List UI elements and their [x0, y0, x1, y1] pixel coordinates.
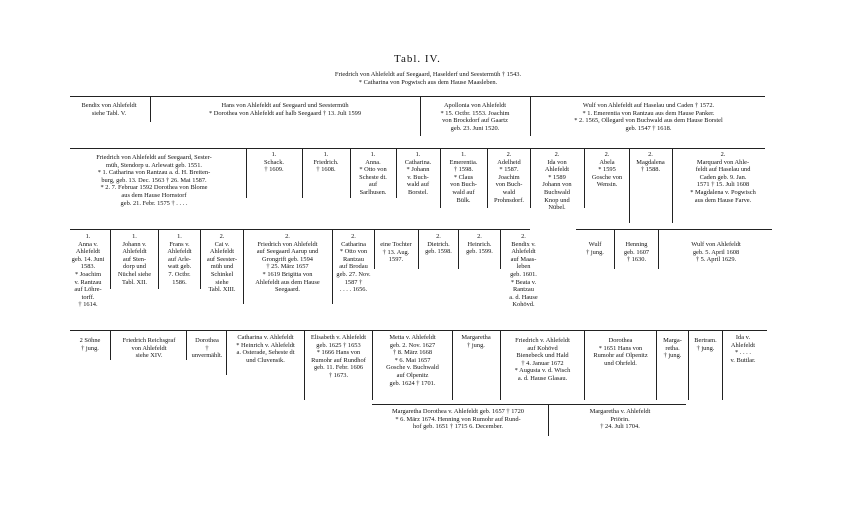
gen3-bendix: 2. Bendix v. Ahlefeldt auf Maas- leben geb. 1601. * Beata v. Rantzau a. d. Hause Kohövd.	[509, 233, 538, 309]
gen4-bertram: Bertram. † jung.	[694, 337, 717, 352]
gen4-margaretha: Margaretha † jung.	[461, 334, 491, 349]
gen4-reichsgraf: Friedrich Reichsgraf von Ahlefeldt siehe XIV.	[122, 337, 176, 360]
gen1-line	[70, 96, 765, 97]
gen4-line-left	[70, 330, 500, 331]
gen1-divider	[150, 96, 151, 122]
gen2-divider	[396, 148, 397, 198]
gen2-abela: 2. Abela * 1595 Gosche von Wensin.	[591, 151, 623, 189]
gen3-divider	[158, 229, 159, 289]
gen4-ida: Ida v. Ahlefeldt * . . . . v. Buttlar.	[730, 334, 756, 364]
gen4-dorothea: Dorothea † unvermählt.	[191, 337, 223, 360]
root-person: Friedrich von Ahlefeldt auf Seegaard, Haselderf und Seestermüh † 1543.	[334, 71, 522, 78]
gen2-emerentia: 1. Emerentia. † 1598. * Claus von Buch- wald auf Bülk.	[449, 151, 478, 204]
gen3-divider	[658, 229, 659, 269]
gen2-divider	[350, 148, 351, 198]
gen2-anna: 1. Anna. * Otto von Scheste dt. auf Sarlhusen.	[359, 151, 387, 196]
gen1-wulf: Wulf von Ahlefeldt auf Haselau und Caden † 1572. * 1. Emerentia von Rantzau aus dem Hause Panker. * 2. 1565, Ollegard von Buchwald aus dem Hause Borstel geb. 1547 † 1618.	[574, 102, 723, 132]
gen4-soehne: 2 Söhne † jung.	[79, 337, 101, 352]
gen5-line	[372, 404, 686, 405]
gen2-ida: 2. Ida von Ahlefeldt * 1589 Johann von Buchwald Knop und Nübel.	[542, 151, 572, 212]
gen3-wulf-b: Wulf von Ahlefeldt geb. 5. April 1608 † 5. April 1629.	[691, 241, 741, 264]
gen2-line	[70, 148, 765, 149]
gen3-henning: Henning geb. 1607 † 1630.	[623, 241, 650, 264]
gen1-divider	[530, 96, 531, 136]
gen4-catharina: Catharina v. Ahlefeldt * Heinrich v. Ahlefeldt a. Osterade, Seheste dt und Cluvensik.	[236, 334, 295, 364]
gen3-line-right	[576, 229, 772, 230]
gen5-divider	[548, 404, 549, 436]
gen2-divider	[530, 148, 531, 208]
gen4-margaretha-b: Marga- retha. † jung.	[663, 337, 682, 360]
gen2-marquard: 2. Marquard von Ahle- feldt auf Haselau und Caden geb. 9. Jan. 1571 † 15. Juli 1608 * Magdalena v. Pogwisch aus dem Hause Farve.	[690, 151, 756, 204]
gen4-friedrich: Friedrich v. Ahlefeldt auf Kohövd Bienebeck und Hald † 4. Januar 1672 * Augusta v. d. Wisch a. d. Hause Glasau.	[514, 337, 571, 382]
gen4-dorothea-b: Dorothea * 1651 Hans von Rumohr auf Olpenitz und Ohrfeld.	[593, 337, 648, 367]
gen2-catharina: 1. Catharina. * Johann v. Buch- wald auf Borstel.	[404, 151, 432, 196]
gen4-divider	[186, 330, 187, 360]
page-title: Tabl. IV.	[394, 53, 441, 65]
gen2-divider	[246, 148, 247, 198]
gen2-divider	[440, 148, 441, 208]
gen3-cai: 2. Cai v. Ahlefeldt auf Seester- müh und Schinkel siehe Tabl. XIII.	[206, 233, 238, 294]
gen3-friedrich: 2. Friedrich von Ahlefeldt auf Seegaard Aarup und Grongrift geb. 1594 † 25. März 1657 * 1619 Brigitta von Ahlefeldt aus dem Hause Seegaard.	[255, 233, 320, 294]
gen2-friedrich-b: 1. Friedrich. † 1608.	[313, 151, 339, 174]
gen3-johann: 1. Johann v. Ahlefeldt auf Sten- dorp und Nüchel siehe Tabl. XII.	[117, 233, 152, 286]
gen2-schack: 1. Schack. † 1609.	[263, 151, 285, 174]
gen2-adelheid: 2. Adelheid * 1587. Joachim von Buch- wald Prohnsdorf.	[494, 151, 524, 204]
gen5-margaretha: Margaretha v. Ahlefeldt Priörin. † 24. Juli 1704.	[589, 408, 651, 431]
gen3-catharina: 2. Catharina * Otto von Rantzau auf Brodau geb. 27. Nov. 1587 † . . . . 1656.	[336, 233, 371, 294]
gen2-divider	[487, 148, 488, 208]
gen4-metta: Metta v. Ahlefeldt geb. 2. Nov. 1627 † 8. März 1668 * 6. Mai 1657 Gosche v. Buchwald auf Olpenitz geb. 1624 † 1701.	[386, 334, 439, 387]
gen2-magdalena: 2. Magdalena † 1588.	[636, 151, 665, 174]
gen2-friedrich: Friedrich von Ahlefeldt auf Seegaard, Sester- müh, Stendorp u. Arlewatt geb. 1551. * 1. Catharina von Rantzau a. d. H. Breiten- burg, geb. 13. Dec. 1563 † 26. Mai 1587. * 2. 7. Februar 1592 Dorothea von Blome aus dem Hause Hornstorf geb. 21. Febr. 1575 † . . . .	[96, 154, 212, 207]
gen2-divider	[584, 148, 585, 208]
gen1-bendix: Bendix von Ahlefeldt siehe Tabl. V.	[81, 102, 137, 117]
gen3-dietrich: 2. Dietrich. geb. 1598.	[425, 233, 452, 256]
gen1-divider	[420, 96, 421, 136]
gen3-divider	[110, 229, 111, 289]
gen3-wulf: Wulf † jung.	[586, 241, 604, 256]
gen5-margaretha-dorothea: Margaretha Dorothea v. Ahlefeldt geb. 1657 † 1720 * 6. März 1674. Henning von Rumohr auf Rund- hof geb. 1651 † 1715 6. December.	[391, 408, 525, 431]
gen3-anna: 1. Anna v. Ahlefeldt geb. 14. Juni 1583. * Joachim v. Rantzau auf Löhre- torff. † 1614.	[71, 233, 105, 309]
gen1-hans: Hans von Ahlefeldt auf Seegaard und Seestermüh * Dorothea von Ahlefeldt auf halb Seegaard † 13. Juli 1599	[208, 102, 362, 117]
gen4-line-right	[500, 330, 767, 331]
gen3-frans: 1. Frans v. Ahlefeldt auf Arle- watt geb. 7. Octbr. 1586.	[167, 233, 192, 286]
gen4-divider	[110, 330, 111, 360]
gen1-apollonia: Apollonia von Ahlefeldt * 15. Octbr. 1553. Joachim von Brockdorf auf Gaartz geb. 23. Juni 1520.	[440, 102, 510, 132]
root-spouse: * Catharina von Pogwisch aus dem Hause Maasleben.	[358, 79, 498, 86]
gen3-heinrich: 2. Heinrich. geb. 1599.	[466, 233, 493, 256]
gen4-elisabeth: Elisabeth v. Ahlefeldt geb. 1625 † 1653 * 1666 Hans von Rumohr auf Rundhof geb. 11. Febr. 1606 † 1673.	[310, 334, 367, 379]
gen3-line-left	[70, 229, 530, 230]
gen2-divider	[302, 148, 303, 198]
gen3-tochter: eine Tochter † 13. Aug. 1597.	[380, 241, 412, 264]
